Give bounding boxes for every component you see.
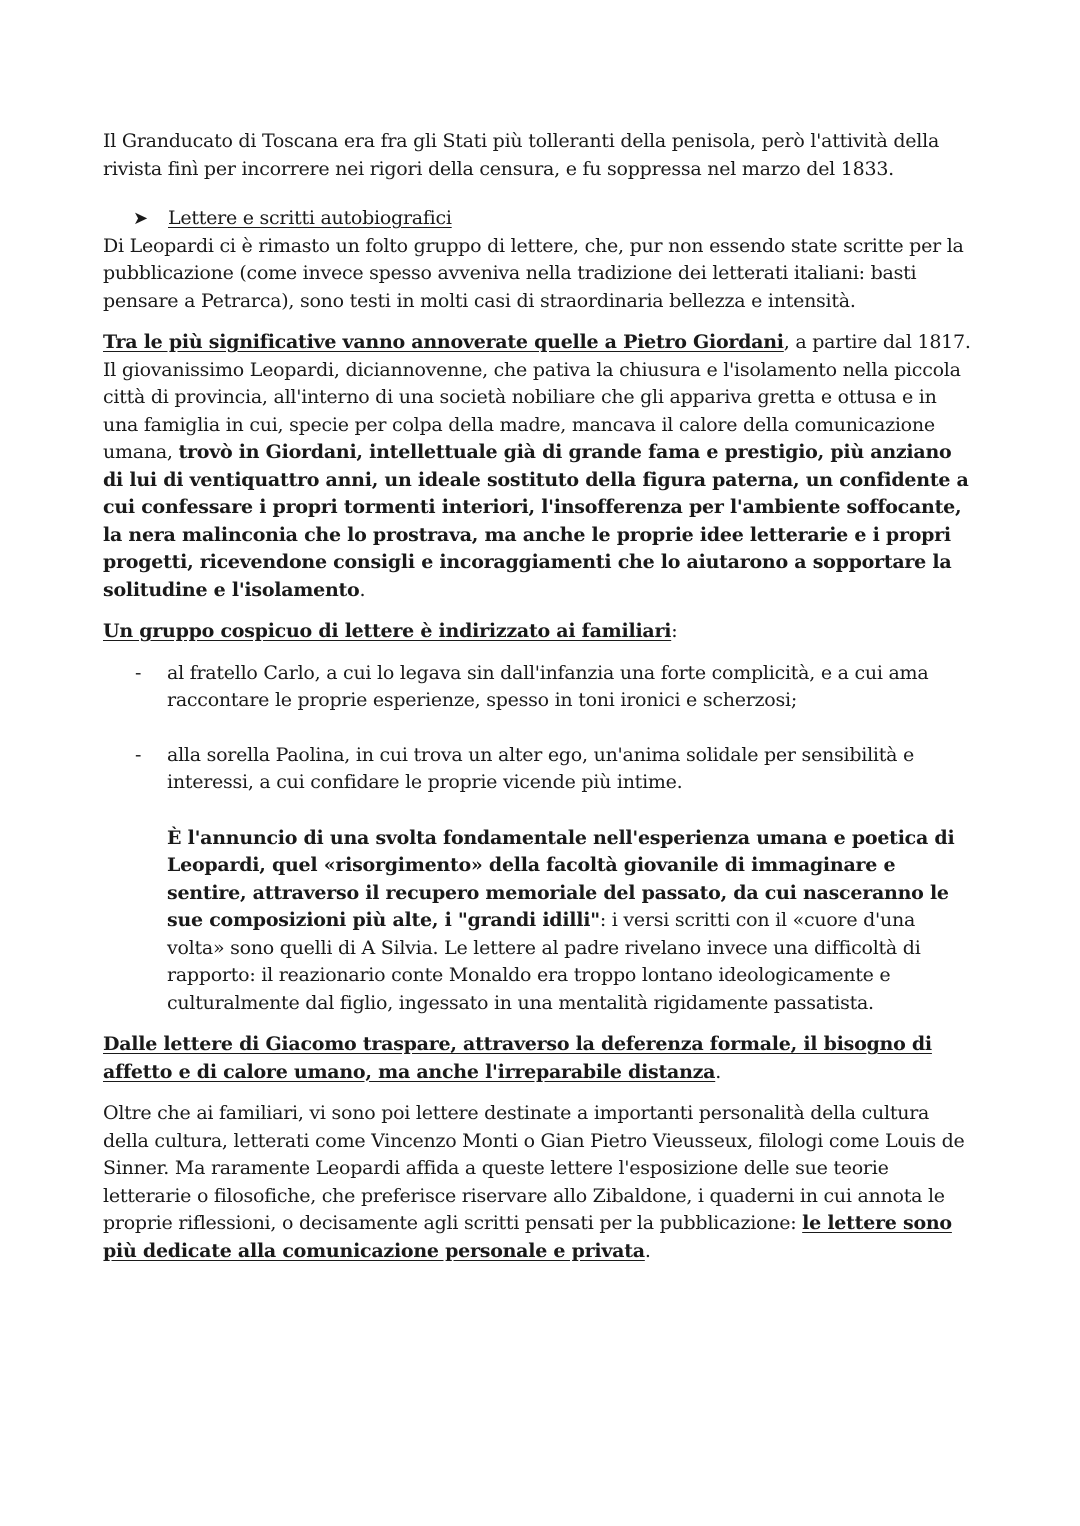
giordani-end: . xyxy=(359,578,366,601)
oltre-plain: Oltre che ai familiari, vi sono poi lettere destinate a importanti personalità della cultura della cultura, letterati come Vincenzo Monti o Gian Pietro Vieusseux, filologi come Louis de Sinner. Ma raramente Leopardi affida a queste lettere l'esposizione delle sue teorie letterarie o filosofiche, che preferisce riservare allo Zibaldone, i quaderni in cui annota le proprie riflessioni, o decisamente agli scritti pensati per la pubblicazione: xyxy=(103,1102,965,1234)
giordani-underlined: Tra le più significative vanno annoverate quelle a Pietro Giordani xyxy=(103,331,784,353)
dash-bullet: - xyxy=(135,743,142,766)
svolta-bold: È l'annuncio di una svolta fondamentale nell'esperienza umana e poetica di Leopardi, quel «risorgimento» della facoltà giovanile di immaginare e sentire, attraverso il recupero memoriale del passato, da cui nasceranno le sue composizioni più alte, i "grandi idilli" xyxy=(167,826,955,931)
giordani-bold: trovò in Giordani, intellettuale già di grande fama e prestigio, più anziano di lui di ventiquattro anni, un ideale sostituto della figura paterna, un confidente a cui confessare i propri tormenti interiori, l'insofferenza per l'ambiente soffocante, la nera malinconia che lo prostrava, ma anche le proprie idee letterarie e i propri progetti, ricevendone consigli e incoraggiamenti che lo aiutarono a sopportare la solitudine e l'isolamento xyxy=(103,441,969,601)
list-item-text: alla sorella Paolina, in cui trova un alter ego, un'anima solidale per sensibilità e interessi, a cui confidare le proprie vicende più intime. xyxy=(167,743,914,793)
section-heading-text: Lettere e scritti autobiografici xyxy=(168,207,452,229)
paragraph-intro: Il Granducato di Toscana era fra gli Stati più tolleranti della penisola, però l'attività della rivista finì per incorrere nei rigori della censura, e fu soppressa nel marzo del 1833. xyxy=(103,130,940,180)
list-item xyxy=(103,660,973,715)
svolta-plain: : i versi scritti con il «cuore d'una volta» sono quelli di A Silvia. Le lettere al padre rivelano invece una difficoltà di rapporto: il reazionario conte Monaldo era troppo lontano ideologicamente e culturalmente dal figlio, ingessato in una mentalità rigidamente passatista. xyxy=(167,909,921,1014)
document-page xyxy=(103,128,973,1265)
giacomo-underlined: Dalle lettere di Giacomo traspare, attraverso la deferenza formale, il bisogno di affetto e di calore umano, ma anche l'irreparabile distanza xyxy=(103,1033,932,1083)
family-underlined: Un gruppo cospicuo di lettere è indirizzato ai familiari xyxy=(103,620,672,642)
arrow-bullet-icon: ➤ xyxy=(133,208,148,229)
list-item-text: al fratello Carlo, a cui lo legava sin dall'infanzia una forte complicità, e a cui ama raccontare le proprie esperienze, spesso in toni ironici e scherzosi; xyxy=(167,661,929,711)
paragraph-giacomo xyxy=(103,1031,973,1086)
oltre-end: . xyxy=(644,1239,651,1262)
paragraph-oltre xyxy=(103,1100,973,1265)
paragraph-section-intro: Di Leopardi ci è rimasto un folto gruppo di lettere, che, pur non essendo state scritte per la pubblicazione (come invece spesso avveniva nella tradizione dei letterati italiani: basti pensare a Petrarca), sono testi in molti casi di straordinaria bellezza e intensità. xyxy=(103,234,964,312)
list-item xyxy=(103,742,973,797)
giacomo-end: . xyxy=(715,1060,722,1083)
dash-bullet: - xyxy=(135,661,142,684)
family-colon: : xyxy=(671,620,678,642)
giordani-plain: , a partire dal 1817. Il giovanissimo Leopardi, diciannovenne, che pativa la chiusura e l'isolamento nella piccola città di provincia, all'interno di una società nobiliare che gli appariva gretta e ottusa e in una famiglia in cui, specie per colpa della madre, mancava il calore della comunicazione umana, xyxy=(103,331,971,463)
section-heading xyxy=(103,205,973,233)
paragraph-giordani xyxy=(103,329,973,604)
paragraph-svolta xyxy=(103,825,973,1018)
paragraph-family xyxy=(103,618,973,646)
oltre-underlined: le lettere sono più dedicate alla comunicazione personale e privata xyxy=(103,1212,952,1262)
